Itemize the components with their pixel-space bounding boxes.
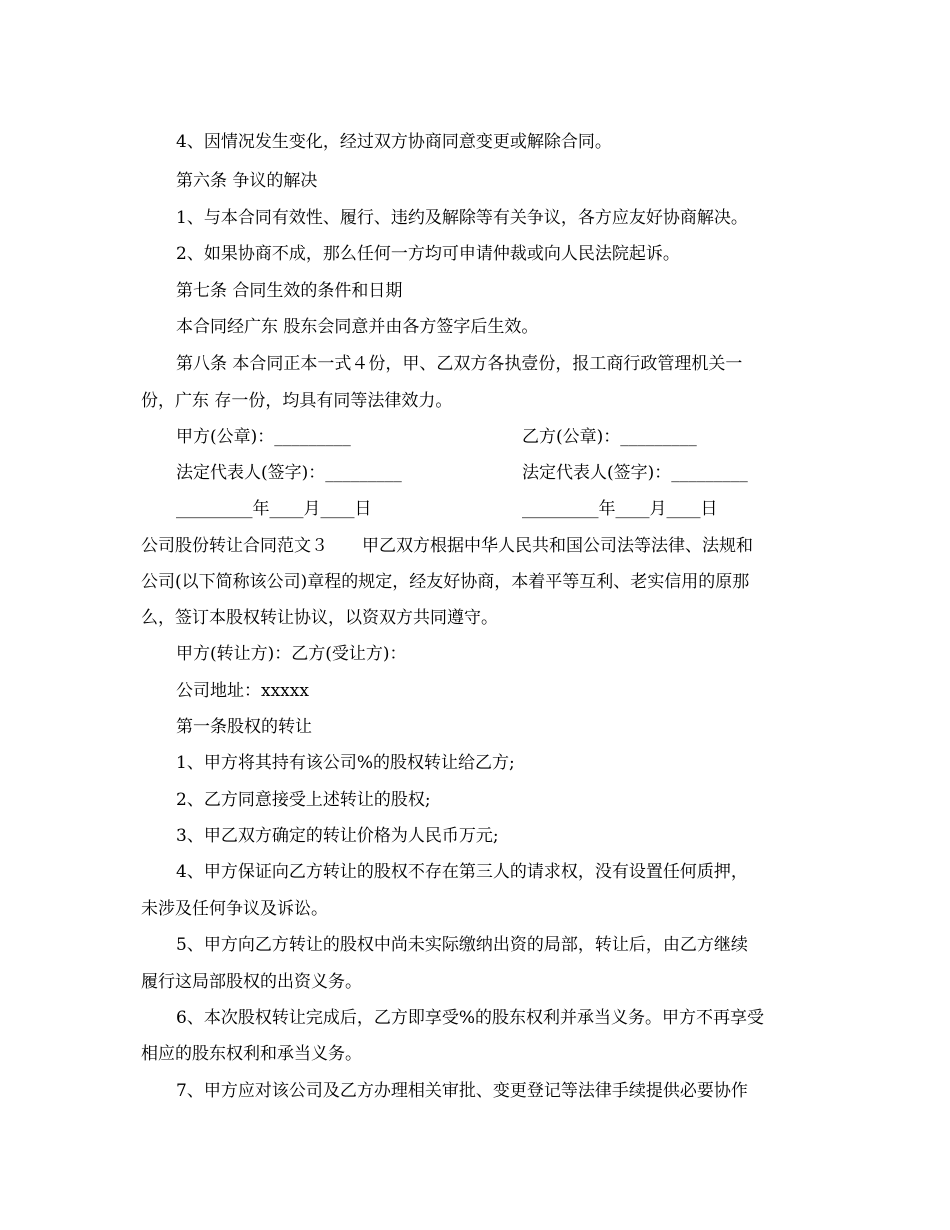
paragraph-line: 么，签订本股权转让协议，以资双方共同遵守。 — [141, 608, 498, 628]
party-b-seal-field: 乙方(公章)：_________ — [522, 427, 697, 447]
paragraph-line: 第八条 本合同正本一式４份，甲、乙双方各执壹份，报工商行政管理机关一 — [176, 354, 743, 374]
paragraph-line: 6、本次股权转让完成后，乙方即享受%的股东权利并承当义务。甲方不再享受 — [176, 1008, 764, 1028]
section-heading: 第七条 合同生效的条件和日期 — [176, 281, 403, 301]
paragraph-line: 2、乙方同意接受上述转让的股权; — [176, 790, 431, 810]
party-b-date-field: _________年____月____日 — [522, 499, 718, 519]
paragraph-line: 7、甲方应对该公司及乙方办理相关审批、变更登记等法律手续提供必要协作 — [176, 1081, 748, 1101]
paragraph-line: 1、与本合同有效性、履行、违约及解除等有关争议，各方应友好协商解决。 — [176, 208, 748, 228]
paragraph-line: 3、甲乙双方确定的转让价格为人民币万元; — [176, 826, 499, 846]
section-heading: 第一条股权的转让 — [176, 717, 312, 737]
party-b-representative-field: 法定代表人(签字)：_________ — [522, 463, 748, 483]
paragraph-line: 履行这局部股权的出资义务。 — [141, 972, 362, 992]
paragraph-line: 5、甲方向乙方转让的股权中尚未实际缴纳出资的局部，转让后，由乙方继续 — [176, 935, 748, 955]
paragraph-line: 1、甲方将其持有该公司%的股权转让给乙方; — [176, 753, 515, 773]
address-line: 公司地址：xxxxx — [176, 681, 309, 701]
party-a-date-field: _________年____月____日 — [176, 499, 372, 519]
paragraph-line: 本合同经广东 股东会同意并由各方签字后生效。 — [176, 317, 539, 337]
party-a-representative-field: 法定代表人(签字)：_________ — [176, 463, 402, 483]
paragraph-line: 未涉及任何争议及诉讼。 — [141, 899, 328, 919]
paragraph-line: 份，广东 存一份，均具有同等法律效力。 — [141, 391, 453, 411]
parties-line: 甲方(转让方)：乙方(受让方)： — [176, 644, 407, 664]
party-a-seal-field: 甲方(公章)：_________ — [176, 427, 351, 447]
paragraph-line: 公司(以下简称该公司)章程的规定，经友好协商，本着平等互利、老实信用的原那 — [141, 572, 750, 592]
paragraph-line: 相应的股东权利和承当义务。 — [141, 1044, 362, 1064]
section-heading: 第六条 争议的解决 — [176, 171, 318, 191]
paragraph-line: 4、甲方保证向乙方转让的股权不存在第三人的请求权，没有设置任何质押， — [176, 862, 748, 882]
document-title-line: 公司股份转让合同范文３ 甲乙双方根据中华人民共和国公司法等法律、法规和 — [141, 536, 753, 556]
paragraph-line: 2、如果协商不成，那么任何一方均可申请仲裁或向人民法院起诉。 — [176, 244, 680, 264]
paragraph-line: 4、因情况发生变化，经过双方协商同意变更或解除合同。 — [176, 132, 612, 152]
